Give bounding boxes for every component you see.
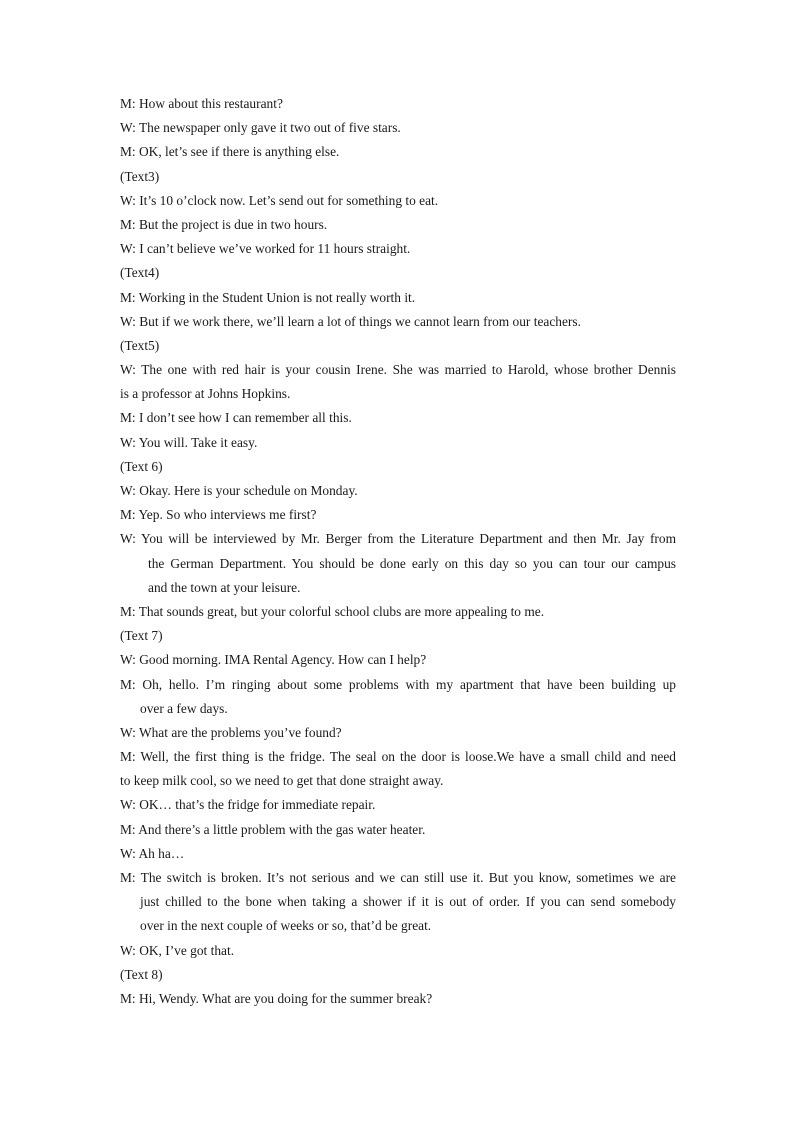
- transcript-line: and the town at your leisure.: [148, 579, 301, 595]
- section-heading: (Text 6): [120, 458, 163, 474]
- transcript-line: M: OK, let’s see if there is anything else.: [120, 144, 340, 160]
- transcript-line: W: What are the problems you’ve found?: [120, 724, 342, 740]
- transcript-line: M: Working in the Student Union is not really worth it.: [120, 289, 416, 305]
- transcript-line: W: It’s 10 o’clock now. Let’s send out for something to eat.: [120, 192, 439, 208]
- transcript-line: W: But if we work there, we’ll learn a lot of things we cannot learn from our teachers.: [120, 313, 581, 329]
- transcript-line: is a professor at Johns Hopkins.: [120, 386, 291, 402]
- transcript-line: M: Hi, Wendy. What are you doing for the summer break?: [120, 990, 433, 1006]
- transcript-line: W: The one with red hair is your cousin Irene. She was married to Harold, whose brother Dennis: [120, 362, 676, 378]
- transcript-line: W: I can’t believe we’ve worked for 11 hours straight.: [120, 241, 411, 257]
- transcript-line: M: The switch is broken. It’s not serious and we can still use it. But you know, sometimes we are: [120, 870, 676, 885]
- transcript-line: the German Department. You should be done early on this day so you can tour our campus: [148, 555, 676, 571]
- transcript-line: M: Yep. So who interviews me first?: [120, 507, 317, 523]
- transcript-line: M: Well, the first thing is the fridge. The seal on the door is loose.We have a small child and need: [120, 749, 676, 765]
- transcript-line: over in the next couple of weeks or so, that’d be great.: [140, 918, 432, 934]
- transcript-line: M: How about this restaurant?: [120, 96, 283, 111]
- transcript-line: W: Okay. Here is your schedule on Monday.: [120, 483, 358, 498]
- transcript-line: M: But the project is due in two hours.: [120, 216, 328, 232]
- transcript-line: W: OK, I’ve got that.: [120, 942, 235, 958]
- section-heading: (Text 7): [120, 628, 163, 644]
- transcript-line: W: You will. Take it easy.: [120, 434, 258, 450]
- section-heading: (Text 8): [120, 966, 163, 982]
- section-heading: (Text4): [120, 265, 160, 281]
- transcript-line: W: The newspaper only gave it two out of five stars.: [120, 120, 401, 136]
- transcript-line: M: And there’s a little problem with the gas water heater.: [120, 821, 426, 837]
- transcript-line: just chilled to the bone when taking a shower if it is out of order. If you can send somebody: [140, 894, 676, 910]
- transcript-line: W: You will be interviewed by Mr. Berger from the Literature Department and then Mr. Jay from: [120, 531, 676, 547]
- transcript-line: to keep milk cool, so we need to get that done straight away.: [120, 773, 444, 789]
- transcript-line: W: Ah ha…: [120, 845, 185, 861]
- transcript-line: M: Oh, hello. I’m ringing about some problems with my apartment that have been building up: [120, 676, 676, 692]
- section-heading: (Text5): [120, 337, 160, 353]
- transcript-line: W: Good morning. IMA Rental Agency. How can I help?: [120, 652, 427, 668]
- transcript-line: M: That sounds great, but your colorful school clubs are more appealing to me.: [120, 603, 545, 619]
- transcript-line: M: I don’t see how I can remember all this.: [120, 410, 352, 426]
- section-heading: (Text3): [120, 168, 160, 184]
- transcript-line: W: OK… that’s the fridge for immediate repair.: [120, 797, 376, 813]
- transcript-page: [120, 92, 676, 1011]
- transcript-line: over a few days.: [140, 700, 228, 716]
